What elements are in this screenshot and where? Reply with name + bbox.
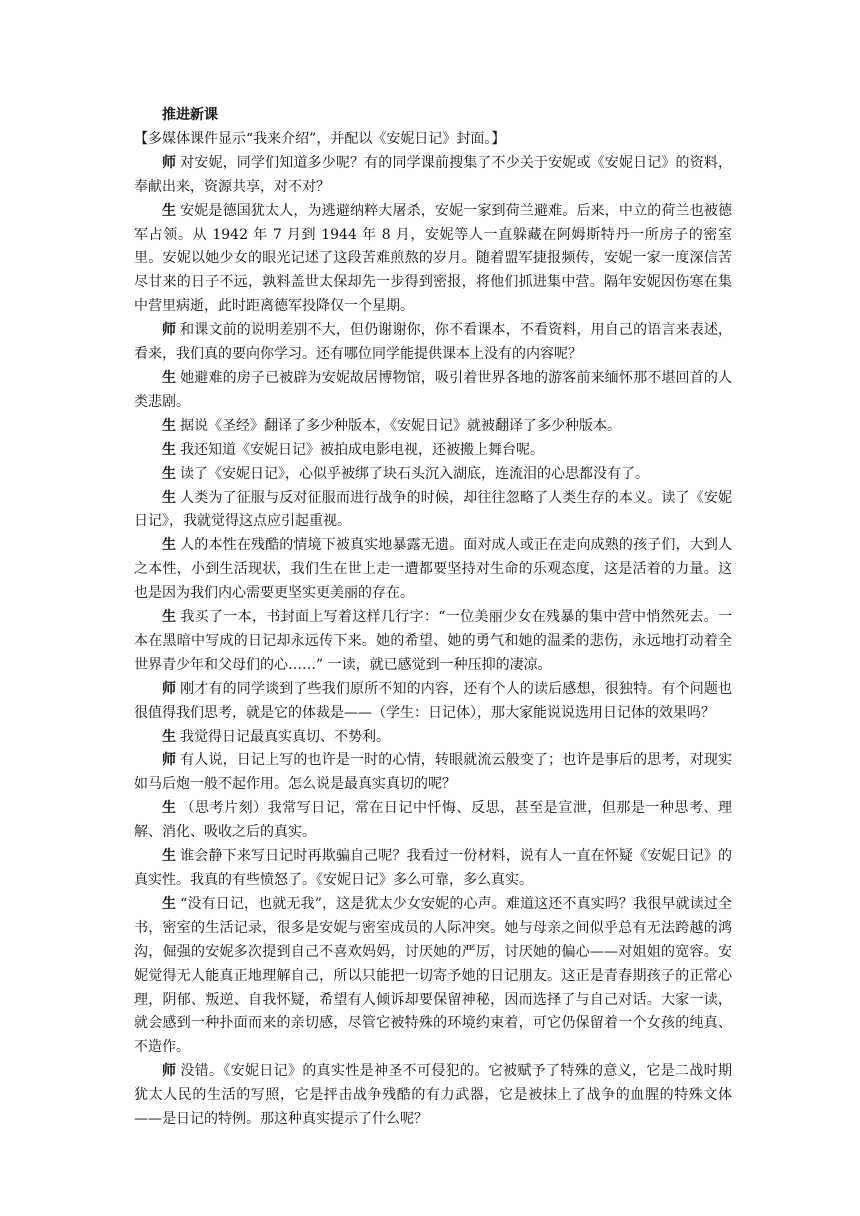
dialogue-paragraph bbox=[134, 200, 732, 320]
speaker-label: 生 bbox=[162, 202, 177, 219]
paragraph-text: 她避难的房子已被辟为安妮故居博物馆，吸引着世界各地的游客前来缅怀那不堪回首的人类悲剧。 bbox=[134, 369, 732, 410]
speaker-label: 生 bbox=[162, 537, 177, 554]
dialogue-paragraph bbox=[134, 606, 732, 678]
paragraph-text: （思考片刻）我常写日记，常在日记中忏悔、反思，甚至是宣泄，但那是一种思考、理解、消化、吸收之后的真实。 bbox=[134, 800, 733, 841]
paragraph-text: 据说《圣经》翻译了多少种版本，《安妮日记》就被翻译了多少种版本。 bbox=[180, 417, 621, 434]
paragraph-text: 和课文前的说明差别不大，但仍谢谢你，你不看课本，不看资料，用自己的语言来表述，看来，我们真的要向你学习。还有哪位同学能提供课本上没有的内容呢？ bbox=[134, 322, 732, 363]
speaker-label: 生 bbox=[162, 848, 177, 865]
speaker-label: 生 bbox=[162, 800, 177, 817]
speaker-label: 生 bbox=[162, 369, 177, 386]
speaker-label: 生 bbox=[162, 465, 176, 482]
dialogue-paragraph bbox=[134, 152, 732, 200]
speaker-label: 生 bbox=[162, 417, 176, 434]
paragraph-text: 刚才有的同学谈到了些我们原所不知的内容，还有个人的读后感想，很独特。有个问题也很值得我们思考，就是它的体裁是——（学生：日记体），那大家能说说选用日记体的效果吗？ bbox=[134, 680, 732, 721]
document-body bbox=[134, 104, 732, 1132]
speaker-label: 生 bbox=[162, 895, 177, 912]
speaker-label: 生 bbox=[162, 489, 177, 506]
paragraph-text: 我还知道《安妮日记》被拍成电影电视，还被搬上舞台呢。 bbox=[180, 441, 544, 458]
speaker-label: 师 bbox=[162, 680, 177, 697]
paragraph-text: 有人说，日记上写的也许是一时的心情，转眼就流云般变了；也许是事后的思考，对现实如马后炮一般不起作用。怎么说是最真实真切的呢？ bbox=[134, 752, 732, 793]
dialogue-paragraph bbox=[134, 726, 732, 750]
stage-note: 【多媒体课件显示“我来介绍”，并配以《安妮日记》封面。】 bbox=[134, 130, 506, 147]
dialogue-paragraph bbox=[134, 797, 732, 845]
paragraph-text: 人的本性在残酷的情境下被真实地暴露无遗。面对成人或正在走向成熟的孩子们，大到人之本性，小到生活现状，我们生在世上走一遭都要坚持对生命的乐观态度，这是活着的力量。这也是因为我们内心需要更坚实更美丽的存在。 bbox=[134, 537, 732, 602]
dialogue-paragraph bbox=[134, 367, 732, 415]
dialogue-paragraph bbox=[134, 415, 732, 439]
dialogue-paragraph bbox=[134, 319, 732, 367]
dialogue-paragraph bbox=[134, 439, 732, 463]
paragraph-text: 我买了一本，书封面上写着这样几行字：“一位美丽少女在残暴的集中营中悄然死去。一本在黑暗中写成的日记却永远传下来。她的希望、她的勇气和她的温柔的悲伤，永远地打动着全世界青少年和父母们的心……” 一读，就已感觉到一种压抑的凄凉。 bbox=[134, 609, 733, 673]
dialogue-list bbox=[134, 152, 732, 1132]
paragraph-text: 我觉得日记最真实真切、不势利。 bbox=[180, 728, 390, 745]
speaker-label: 生 bbox=[162, 728, 176, 745]
paragraph-text: “没有日记，也就无我”，这是犹太少女安妮的心声。难道这还不真实吗？我很早就读过全书，密室的生活记录，很多是安妮与密室成员的人际冲突。她与母亲之间似乎总有无法跨越的鸿沟，倔强的安妮多次提到自己不喜欢妈妈，讨厌她的严厉，讨厌她的偏心——对姐姐的宽容。安妮觉得无人能真正地理解自己，所以只能把一切寄予她的日记朋友。这正是青春期孩子的正常心理，阴郁、叛逆、自我怀疑，希望有人倾诉却要保留神秘，因而选择了与自己对话。大家一读，就会感到一种扑面而来的亲切感，尽管它被特殊的环境约束着，可它仍保留着一个女孩的纯真、不造作。 bbox=[134, 895, 733, 1056]
speaker-label: 师 bbox=[162, 322, 177, 339]
speaker-label: 生 bbox=[162, 441, 176, 458]
section-heading: 推进新课 bbox=[162, 107, 218, 123]
paragraph-text: 安妮是德国犹太人，为逃避纳粹大屠杀，安妮一家到荷兰避难。后来，中立的荷兰也被德军占领。从 1942 年 7 月到 1944 年 8 月，安妮等人一直躲藏在阿姆斯特丹一所房子的密室里。安妮以她少女的眼光记述了这段苦难煎熬的岁月。随着盟军捷报频传，安妮一家一度深信苦尽甘来的日子不远，孰料盖世太保却先一步得到密报，将他们抓进集中营。隔年安妮因伤寒在集中营里病逝，此时距离德军投降仅一个星期。 bbox=[134, 202, 732, 315]
dialogue-paragraph bbox=[134, 845, 732, 893]
paragraph-text: 对安妮，同学们知道多少呢？有的同学课前搜集了不少关于安妮或《安妮日记》的资料，奉献出来，资源共享，对不对？ bbox=[134, 154, 732, 195]
paragraph-text: 人类为了征服与反对征服而进行战争的时候，却往往忽略了人类生存的本义。读了《安妮日记》，我就觉得这点应引起重视。 bbox=[134, 489, 732, 530]
dialogue-paragraph bbox=[134, 487, 732, 535]
paragraph-text: 谁会静下来写日记时再欺骗自己呢？我看过一份材料，说有人一直在怀疑《安妮日记》的真实性。我真的有些愤怒了。《安妮日记》多么可靠，多么真实。 bbox=[134, 848, 732, 888]
paragraph-text: 没错。《安妮日记》的真实性是神圣不可侵犯的。它被赋予了特殊的意义，它是二战时期犹太人民的生活的写照，它是抨击战争残酷的有力武器，它是被抹上了战争的血腥的特殊文体——是日记的特例。那这种真实提示了什么呢？ bbox=[134, 1063, 733, 1128]
speaker-label: 师 bbox=[162, 752, 177, 769]
dialogue-paragraph bbox=[134, 534, 732, 606]
speaker-label: 师 bbox=[162, 1063, 177, 1080]
dialogue-paragraph bbox=[134, 463, 732, 487]
dialogue-paragraph bbox=[134, 749, 732, 797]
speaker-label: 生 bbox=[162, 609, 177, 626]
paragraph-text: 读了《安妮日记》，心似乎被绑了块石头沉入湖底，连流泪的心思都没有了。 bbox=[180, 465, 649, 482]
dialogue-paragraph bbox=[134, 678, 732, 726]
speaker-label: 师 bbox=[162, 154, 177, 171]
dialogue-paragraph bbox=[134, 893, 732, 1060]
dialogue-paragraph bbox=[134, 1060, 732, 1132]
